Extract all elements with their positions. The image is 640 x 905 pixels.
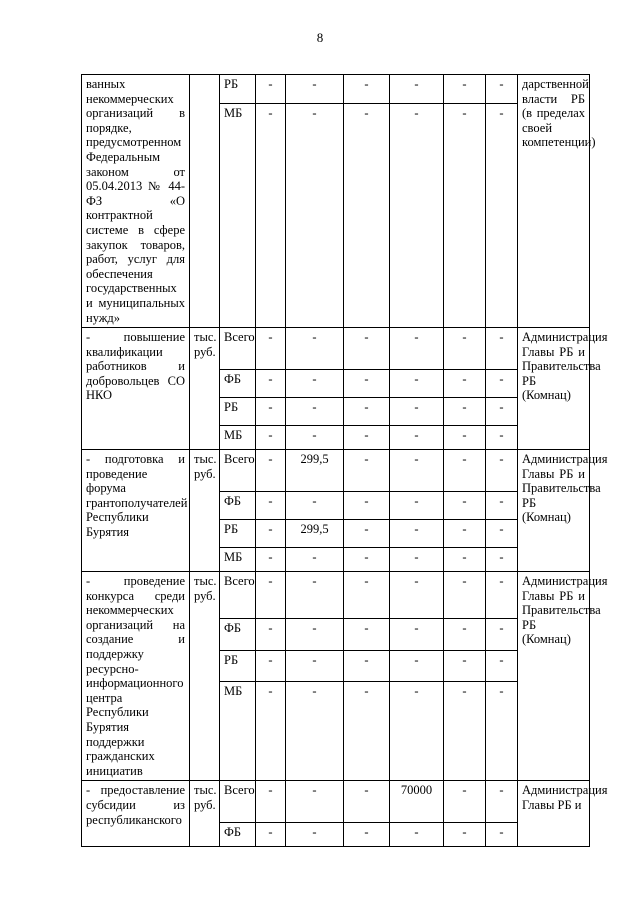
- funding-source: Всего: [220, 781, 256, 823]
- amount-cell: -: [344, 619, 390, 651]
- measure-description: - проведение конкурса среди некоммерческих организаций на создание и поддержку ресурсно-информационного центра Республики Бурятия поддержки гражданских инициатив: [82, 572, 190, 781]
- amount-cell: -: [444, 823, 486, 847]
- amount-cell: -: [256, 823, 286, 847]
- funding-source: ФБ: [220, 370, 256, 398]
- amount-cell: -: [390, 426, 444, 450]
- amount-cell: -: [344, 650, 390, 682]
- amount-cell: -: [486, 75, 518, 104]
- funding-source: РБ: [220, 520, 256, 548]
- amount-cell: -: [486, 548, 518, 572]
- amount-cell: -: [486, 650, 518, 682]
- measure-description: - подготовка и проведение форума грантополучателей Республики Бурятия: [82, 450, 190, 572]
- amount-cell: -: [344, 328, 390, 370]
- amount-cell: 299,5: [286, 450, 344, 492]
- funding-source: РБ: [220, 75, 256, 104]
- amount-cell: -: [444, 572, 486, 619]
- amount-cell: -: [344, 426, 390, 450]
- amount-cell: -: [286, 75, 344, 104]
- amount-cell: -: [344, 398, 390, 426]
- unit-cell: [190, 75, 220, 328]
- amount-cell: -: [286, 398, 344, 426]
- amount-cell: -: [486, 104, 518, 328]
- amount-cell: -: [390, 823, 444, 847]
- amount-cell: -: [444, 492, 486, 520]
- amount-cell: -: [390, 450, 444, 492]
- amount-cell: -: [286, 328, 344, 370]
- measure-description: - повышение квалификации работников и добровольцев СО НКО: [82, 328, 190, 450]
- amount-cell: -: [390, 572, 444, 619]
- amount-cell: -: [390, 75, 444, 104]
- amount-cell: -: [444, 75, 486, 104]
- amount-cell: -: [286, 650, 344, 682]
- unit-cell: тыс. руб.: [190, 450, 220, 572]
- amount-cell: -: [256, 328, 286, 370]
- amount-cell: -: [444, 520, 486, 548]
- funding-source: ФБ: [220, 492, 256, 520]
- budget-table: [81, 74, 608, 847]
- amount-cell: -: [256, 450, 286, 492]
- amount-cell: -: [444, 398, 486, 426]
- amount-cell: -: [286, 370, 344, 398]
- amount-cell: -: [344, 450, 390, 492]
- amount-cell: -: [256, 104, 286, 328]
- amount-cell: 70000: [390, 781, 444, 823]
- amount-cell: -: [444, 450, 486, 492]
- amount-cell: -: [444, 619, 486, 651]
- amount-cell: -: [486, 398, 518, 426]
- executor-cell: Администрация Главы РБ и Правительства РБ (Комнац): [518, 572, 590, 781]
- funding-source: ФБ: [220, 823, 256, 847]
- amount-cell: -: [390, 398, 444, 426]
- amount-cell: -: [286, 572, 344, 619]
- unit-cell: тыс. руб.: [190, 572, 220, 781]
- amount-cell: -: [486, 520, 518, 548]
- amount-cell: -: [444, 781, 486, 823]
- page-number: 8: [316, 30, 324, 45]
- amount-cell: -: [344, 682, 390, 781]
- amount-cell: -: [390, 520, 444, 548]
- amount-cell: -: [390, 619, 444, 651]
- amount-cell: -: [444, 682, 486, 781]
- amount-cell: -: [344, 823, 390, 847]
- funding-source: РБ: [220, 398, 256, 426]
- amount-cell: -: [256, 492, 286, 520]
- amount-cell: -: [256, 75, 286, 104]
- amount-cell: -: [256, 398, 286, 426]
- amount-cell: -: [390, 650, 444, 682]
- measure-description: - предоставление субсидии из республиканского: [82, 781, 190, 847]
- table-row: [82, 781, 590, 823]
- amount-cell: -: [256, 426, 286, 450]
- amount-cell: -: [444, 426, 486, 450]
- amount-cell: 299,5: [286, 520, 344, 548]
- amount-cell: -: [286, 492, 344, 520]
- executor-cell: Администрация Главы РБ и Правительства РБ (Комнац): [518, 328, 590, 450]
- amount-cell: -: [256, 548, 286, 572]
- amount-cell: -: [344, 548, 390, 572]
- amount-cell: -: [444, 548, 486, 572]
- amount-cell: -: [390, 370, 444, 398]
- amount-cell: -: [444, 370, 486, 398]
- amount-cell: -: [486, 572, 518, 619]
- amount-cell: -: [390, 104, 444, 328]
- amount-cell: -: [286, 104, 344, 328]
- amount-cell: -: [256, 370, 286, 398]
- amount-cell: -: [344, 75, 390, 104]
- amount-cell: -: [486, 370, 518, 398]
- funding-source: МБ: [220, 104, 256, 328]
- amount-cell: -: [444, 104, 486, 328]
- table-row: [82, 328, 590, 370]
- amount-cell: -: [486, 823, 518, 847]
- amount-cell: -: [486, 426, 518, 450]
- amount-cell: -: [256, 572, 286, 619]
- amount-cell: -: [286, 823, 344, 847]
- table-row: [82, 450, 590, 492]
- amount-cell: -: [286, 426, 344, 450]
- amount-cell: -: [444, 328, 486, 370]
- amount-cell: -: [486, 328, 518, 370]
- amount-cell: -: [486, 450, 518, 492]
- amount-cell: -: [256, 650, 286, 682]
- amount-cell: -: [286, 781, 344, 823]
- funding-source: РБ: [220, 650, 256, 682]
- amount-cell: -: [486, 781, 518, 823]
- amount-cell: -: [390, 492, 444, 520]
- funding-source: МБ: [220, 426, 256, 450]
- funding-source: Всего: [220, 328, 256, 370]
- measure-description: ванных некоммерческих организаций в порядке, предусмотренном Федеральным законом от 05.04.2013 № 44-ФЗ «О контрактной системе в сфере закупок товаров, работ, услуг для обеспечения государственных и муниципальных нужд»: [82, 75, 190, 328]
- amount-cell: -: [256, 781, 286, 823]
- funding-source: Всего: [220, 572, 256, 619]
- amount-cell: -: [344, 520, 390, 548]
- amount-cell: -: [286, 682, 344, 781]
- amount-cell: -: [344, 781, 390, 823]
- table-row: [82, 572, 590, 619]
- amount-cell: -: [256, 520, 286, 548]
- amount-cell: -: [286, 619, 344, 651]
- executor-cell: Администрация Главы РБ и: [518, 781, 590, 847]
- amount-cell: -: [256, 682, 286, 781]
- table-row: [82, 75, 590, 104]
- amount-cell: -: [444, 650, 486, 682]
- unit-cell: тыс. руб.: [190, 328, 220, 450]
- amount-cell: -: [486, 682, 518, 781]
- executor-cell: дарственной власти РБ (в пределах своей компетенции): [518, 75, 590, 328]
- executor-cell: Администрация Главы РБ и Правительства РБ (Комнац): [518, 450, 590, 572]
- amount-cell: -: [286, 548, 344, 572]
- amount-cell: -: [390, 328, 444, 370]
- amount-cell: -: [344, 572, 390, 619]
- amount-cell: -: [344, 104, 390, 328]
- funding-source: МБ: [220, 548, 256, 572]
- unit-cell: тыс. руб.: [190, 781, 220, 847]
- amount-cell: -: [390, 548, 444, 572]
- amount-cell: -: [486, 492, 518, 520]
- funding-source: Всего: [220, 450, 256, 492]
- funding-source: МБ: [220, 682, 256, 781]
- amount-cell: -: [344, 370, 390, 398]
- amount-cell: -: [390, 682, 444, 781]
- funding-source: ФБ: [220, 619, 256, 651]
- amount-cell: -: [256, 619, 286, 651]
- amount-cell: -: [486, 619, 518, 651]
- amount-cell: -: [344, 492, 390, 520]
